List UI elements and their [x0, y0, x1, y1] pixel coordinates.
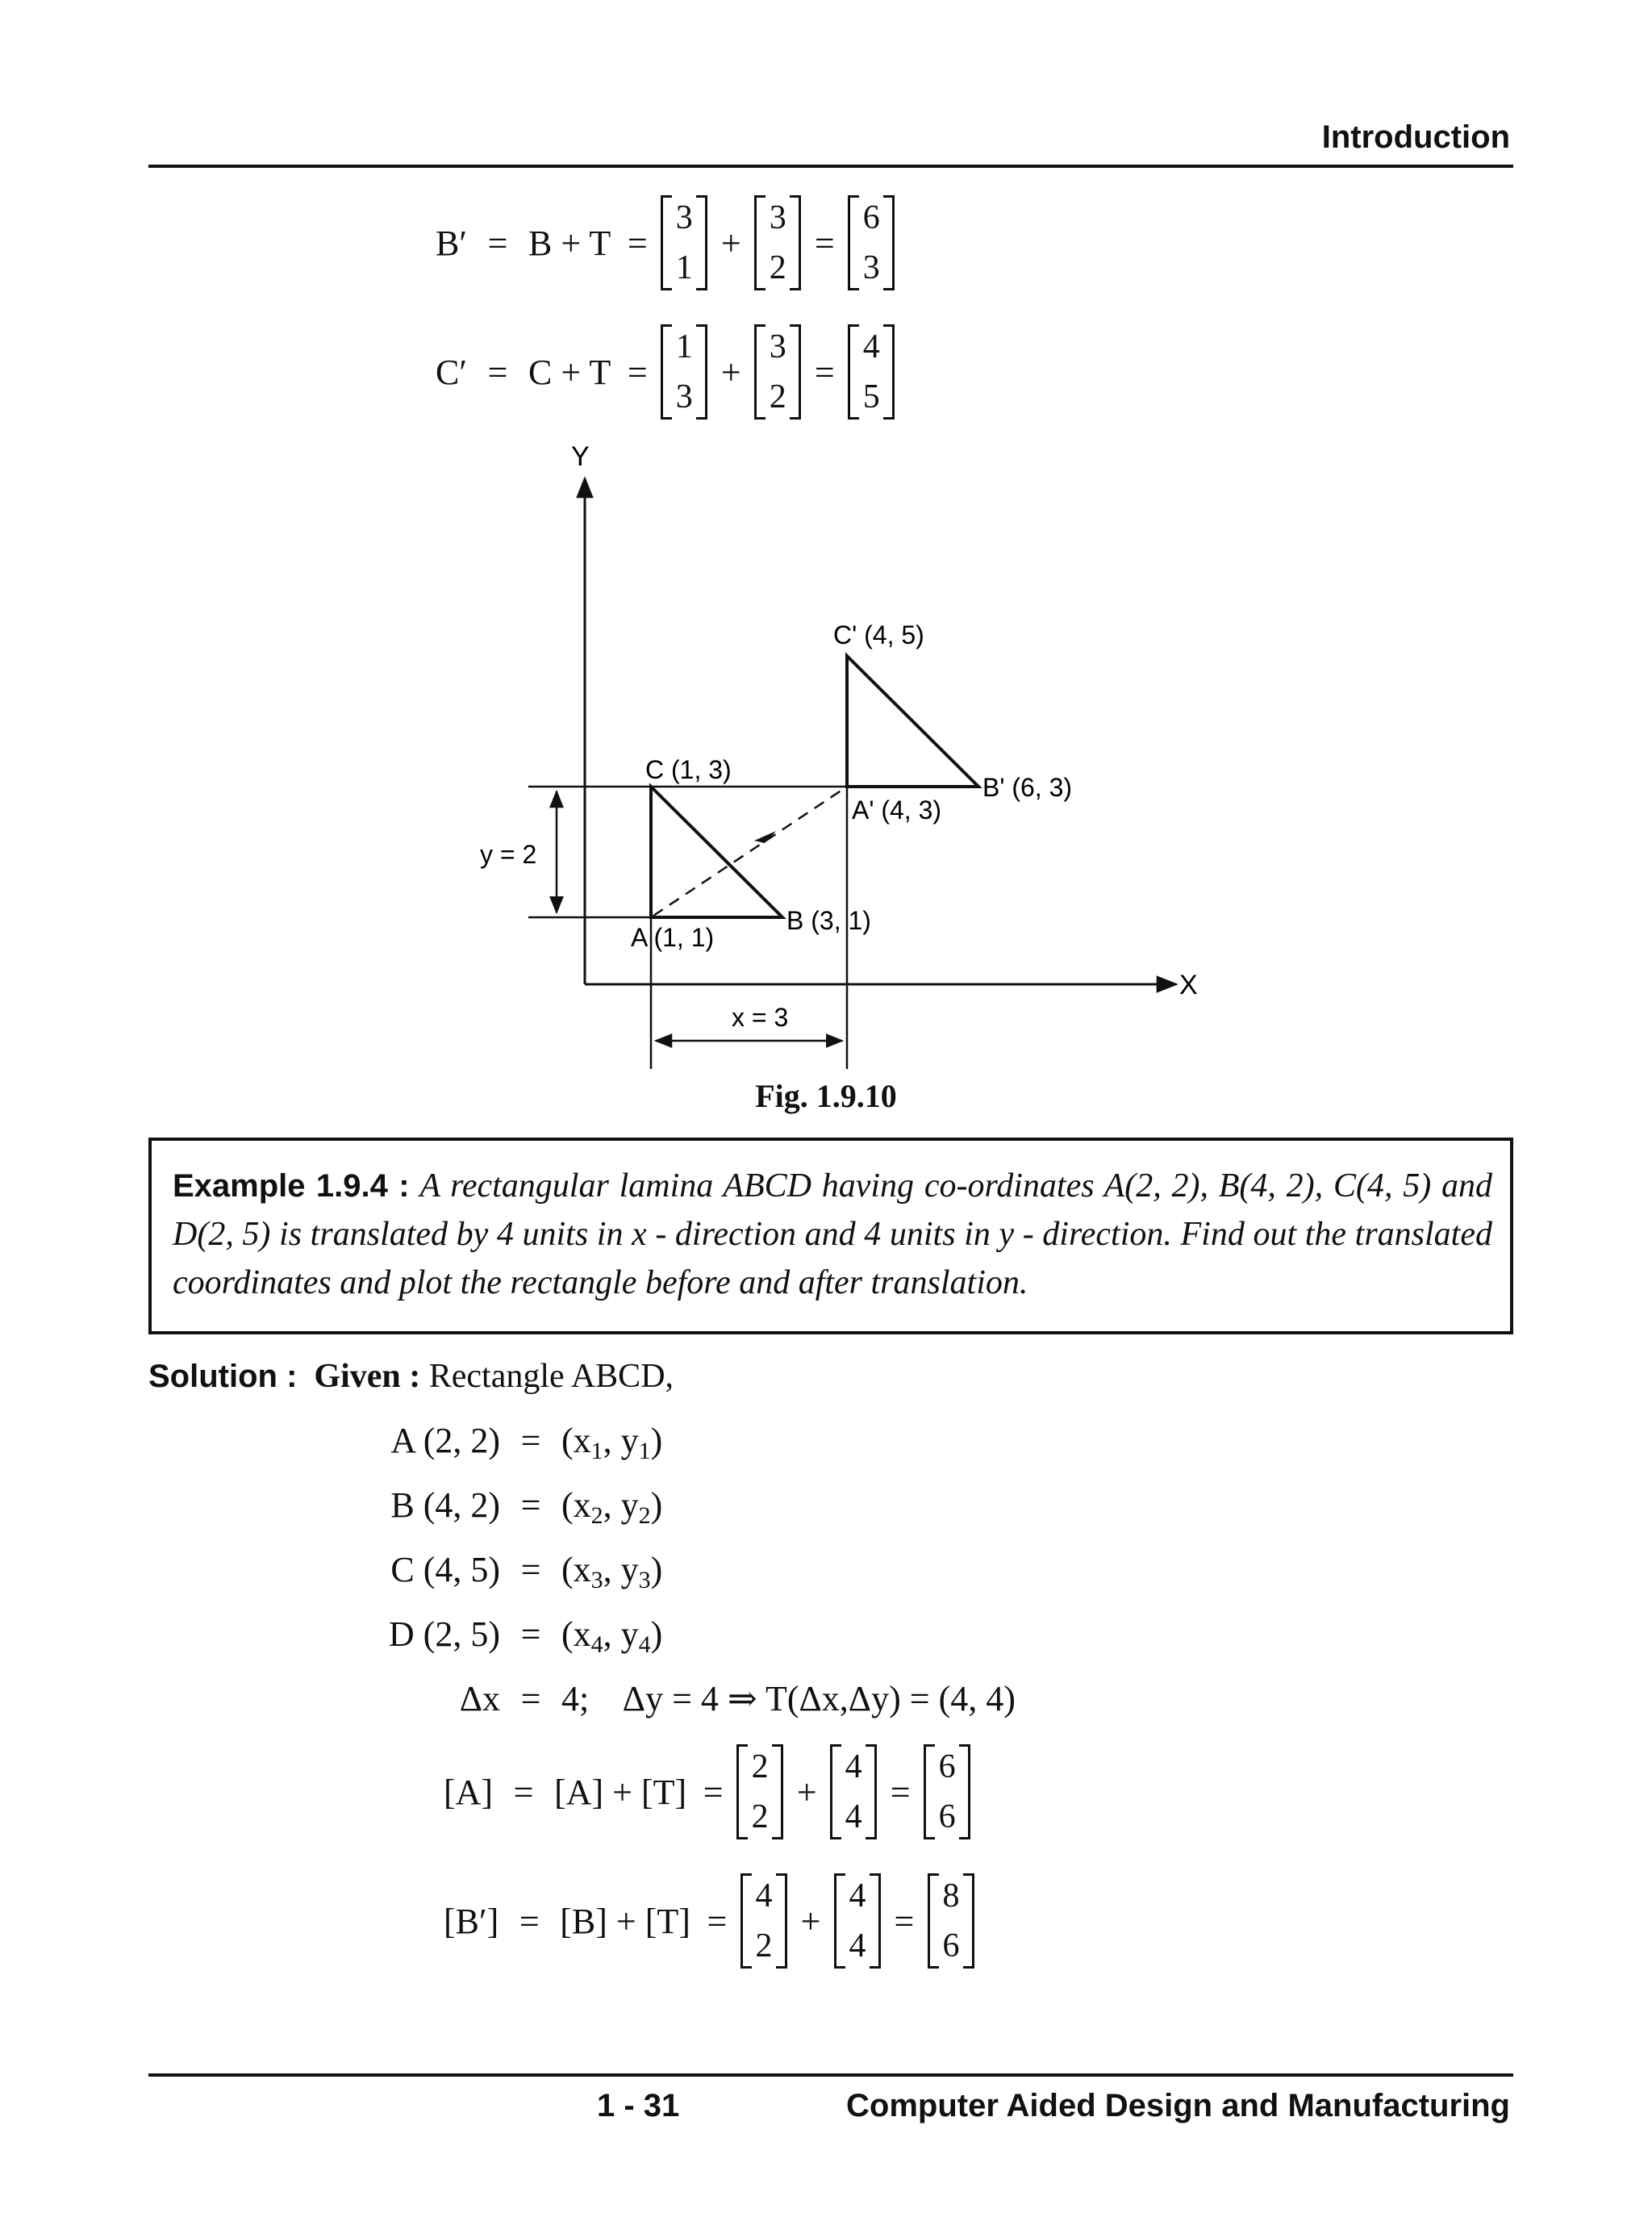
matrix-operand-2: 4 4	[834, 1873, 881, 1969]
matrix-result: 8 6	[928, 1873, 974, 1969]
delta-equation: Δx = 4; Δy = 4 ⇒ T(Δx,Δy) = (4, 4)	[161, 1678, 1016, 1719]
figure-caption: Fig. 1.9.10	[755, 1078, 897, 1114]
label-A: A (1, 1)	[631, 923, 715, 952]
equation-expression: [A] + [T]	[554, 1772, 687, 1812]
equals-sign: =	[814, 223, 835, 263]
point-label: A (2, 2)	[390, 1421, 500, 1460]
example-box	[148, 1138, 1513, 1334]
matrix-operand-1: 4 2	[740, 1873, 787, 1969]
book-title: Computer Aided Design and Manufacturing	[846, 2088, 1510, 2123]
given-point-c: C (4, 5) = ($x_3$, $y_3$)	[161, 1549, 662, 1594]
matrix-operand-1: 1 3	[661, 324, 707, 420]
dy-label: y = 2	[480, 840, 537, 869]
equation-lhs: B′	[436, 223, 467, 263]
page-number: 1 - 31	[597, 2088, 680, 2123]
equation-expression: C + T	[528, 352, 611, 392]
matrix-operand-2: 3 2	[754, 195, 801, 290]
equation-lhs: C′	[436, 352, 467, 392]
point-label: B (4, 2)	[390, 1485, 500, 1525]
solution-label: Solution :	[148, 1359, 298, 1394]
equation-a-translated	[444, 1744, 974, 1839]
given-label: Given :	[314, 1358, 421, 1395]
given-point-a: A (2, 2) = ($x_1$, $y_1$)	[161, 1420, 662, 1465]
translation-diagram	[452, 440, 1226, 1069]
matrix-result: 4 5	[848, 324, 895, 420]
equals-sign: =	[890, 1772, 911, 1812]
label-C-prime: C' (4, 5)	[833, 620, 924, 649]
matrix-operand-1: 2 2	[736, 1744, 783, 1839]
equals-sign: =	[487, 223, 508, 263]
solution-heading	[148, 1357, 674, 1396]
plus-sign: +	[800, 1901, 821, 1941]
point-label: D (2, 5)	[388, 1614, 500, 1654]
equals-sign: =	[519, 1901, 540, 1941]
equals-sign: =	[703, 1772, 724, 1812]
label-B-prime: B' (6, 3)	[982, 773, 1073, 802]
given-text: Rectangle ABCD,	[428, 1358, 674, 1395]
equals-sign: =	[814, 352, 835, 392]
equation-lhs: [B′]	[444, 1901, 499, 1941]
delta-rhs: 4; Δy = 4 ⇒ T(Δx,Δy) = (4, 4)	[561, 1679, 1016, 1718]
plus-sign: +	[720, 223, 741, 263]
running-header-title: Introduction	[1321, 119, 1510, 155]
equation-b-prime	[436, 195, 898, 290]
equals-sign: =	[627, 352, 648, 392]
plus-sign: +	[720, 352, 741, 392]
equation-b-translated	[444, 1873, 978, 1969]
example-text: A rectangular lamina ABCD having co-ordinates A(2, 2), B(4, 2), C(4, 5) and D(2, 5) is translated by 4 units in x - direction and 4 units in y - direction. Find out the translated coordinates and plot the rectangle before and after translation.	[173, 1167, 1492, 1301]
label-A-prime: A' (4, 3)	[852, 795, 942, 825]
matrix-operand-2: 4 4	[830, 1744, 877, 1839]
label-B: B (3, 1)	[786, 906, 871, 935]
header-rule	[148, 165, 1513, 168]
given-point-b: B (4, 2) = ($x_2$, $y_2$)	[161, 1484, 662, 1530]
triangle-translated	[847, 656, 978, 787]
plus-sign: +	[796, 1772, 817, 1812]
point-label: C (4, 5)	[390, 1550, 500, 1589]
equals-sign: =	[627, 223, 648, 263]
dx-label: x = 3	[732, 1003, 789, 1032]
equals-sign: =	[707, 1901, 728, 1941]
equals-sign: =	[513, 1772, 534, 1812]
y-axis-label: Y	[571, 441, 590, 472]
equals-sign: =	[894, 1901, 915, 1941]
given-point-d: D (2, 5) = ($x_4$, $y_4$)	[161, 1614, 662, 1659]
translation-vector	[653, 790, 842, 916]
footer-rule	[148, 2073, 1513, 2077]
equation-lhs: [A]	[444, 1772, 494, 1812]
delta-lhs: Δx	[459, 1679, 500, 1718]
equation-c-prime	[436, 324, 898, 420]
example-label: Example 1.9.4 :	[173, 1168, 410, 1204]
equation-expression: [B] + [T]	[560, 1901, 690, 1941]
triangle-original	[651, 787, 782, 917]
label-C: C (1, 3)	[645, 755, 732, 784]
matrix-result: 6 6	[924, 1744, 970, 1839]
x-axis-label: X	[1179, 970, 1198, 1000]
matrix-result: 6 3	[848, 195, 895, 290]
matrix-operand-1: 3 1	[661, 195, 707, 290]
matrix-operand-2: 3 2	[754, 324, 801, 420]
equation-expression: B + T	[528, 223, 611, 263]
equals-sign: =	[487, 352, 508, 392]
